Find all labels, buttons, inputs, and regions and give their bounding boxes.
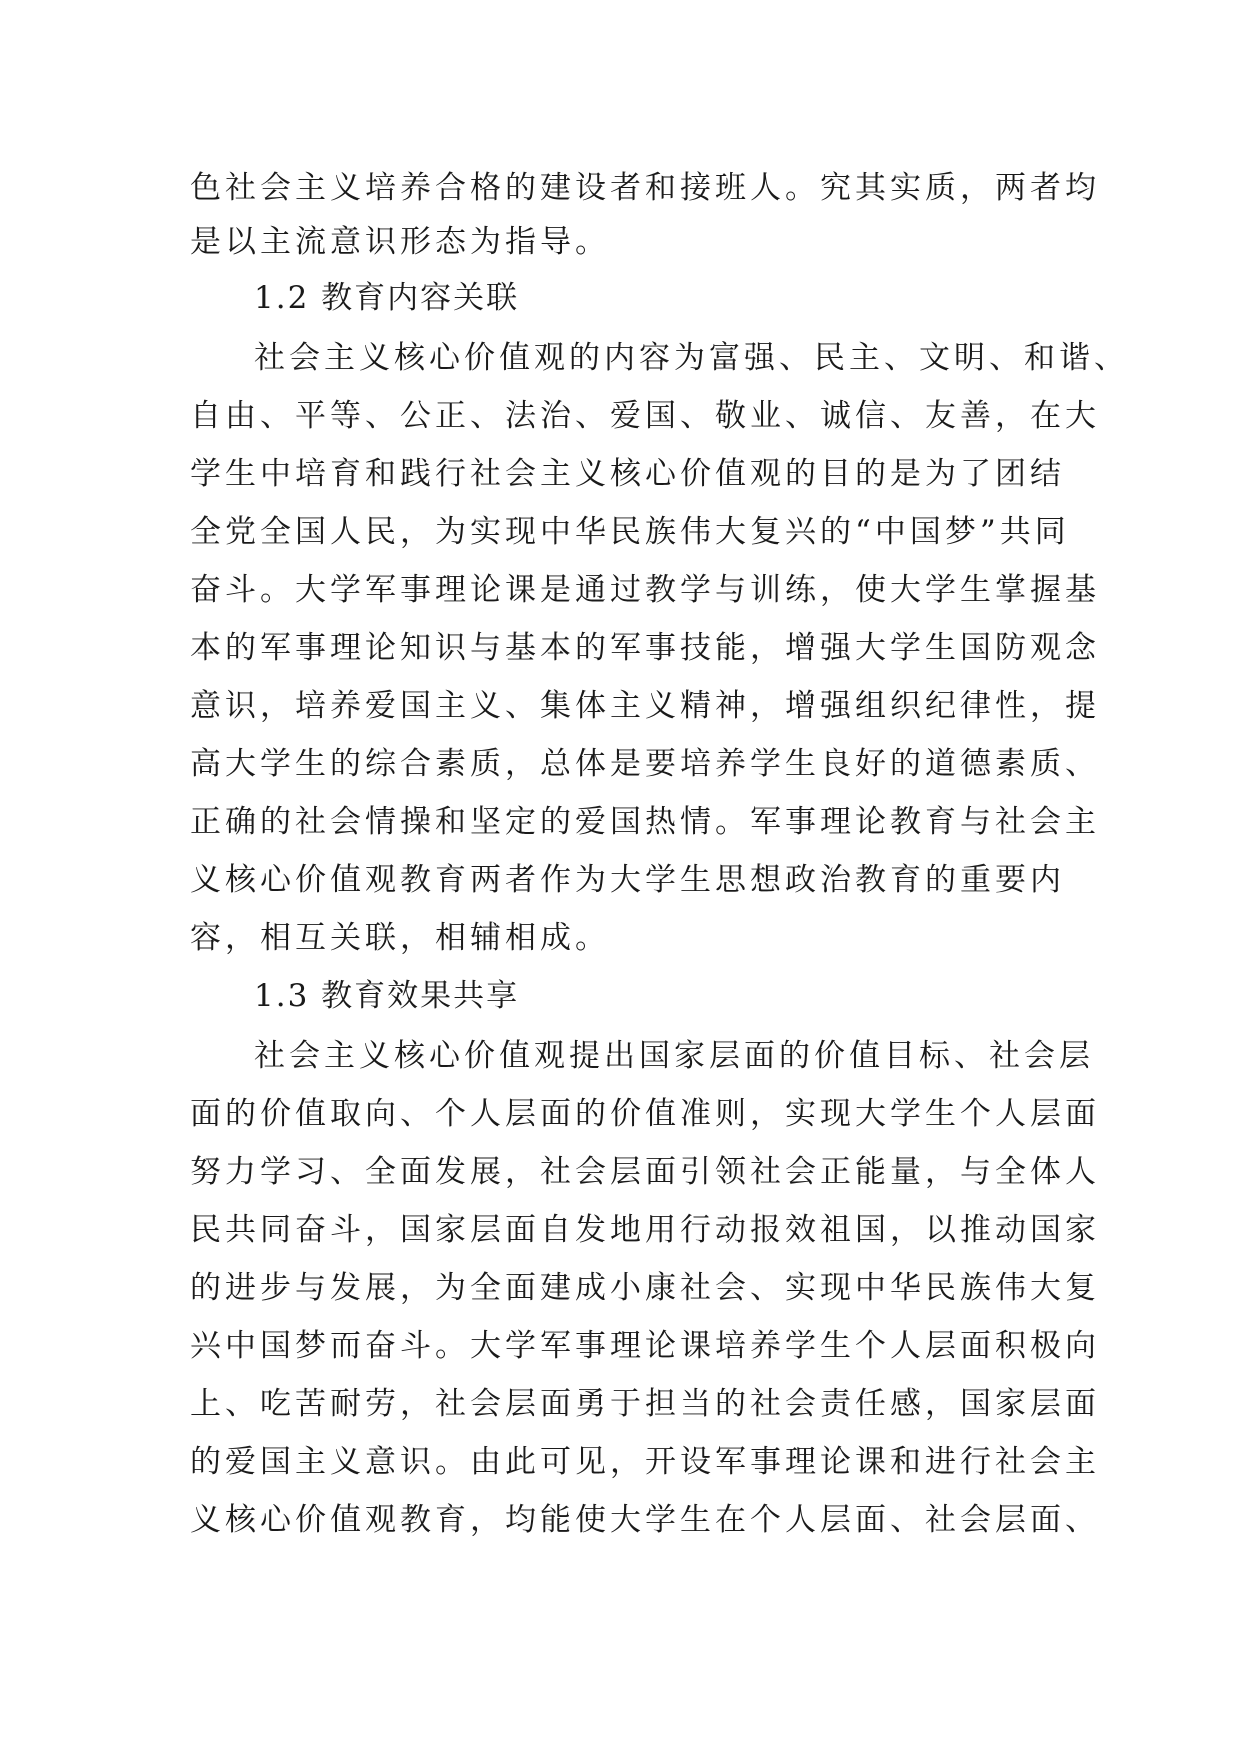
- text-line: 全党全国人民，为实现中华民族伟大复兴的“中国梦”共同: [190, 514, 1070, 550]
- text-line: 的进步与发展，为全面建成小康社会、实现中华民族伟大复: [190, 1270, 1100, 1306]
- text-line: 奋斗。大学军事理论课是通过教学与训练，使大学生掌握基: [190, 572, 1100, 608]
- section-heading: 1.2 教育内容关联: [254, 280, 520, 316]
- text-line: 社会主义核心价值观的内容为富强、民主、文明、和谐、: [254, 340, 1129, 376]
- text-line: 本的军事理论知识与基本的军事技能，增强大学生国防观念: [190, 630, 1100, 666]
- section-heading: 1.3 教育效果共享: [254, 978, 520, 1014]
- text-line: 容，相互关联，相辅相成。: [190, 920, 610, 956]
- text-line: 面的价值取向、个人层面的价值准则，实现大学生个人层面: [190, 1096, 1100, 1132]
- text-line: 义核心价值观教育，均能使大学生在个人层面、社会层面、: [190, 1502, 1100, 1538]
- text-line: 民共同奋斗，国家层面自发地用行动报效祖国，以推动国家: [190, 1212, 1100, 1248]
- text-line: 正确的社会情操和坚定的爱国热情。军事理论教育与社会主: [190, 804, 1100, 840]
- text-line: 义核心价值观教育两者作为大学生思想政治教育的重要内: [190, 862, 1065, 898]
- text-line: 色社会主义培养合格的建设者和接班人。究其实质，两者均: [190, 170, 1100, 206]
- text-line: 自由、平等、公正、法治、爱国、敬业、诚信、友善，在大: [190, 398, 1100, 434]
- text-line: 的爱国主义意识。由此可见，开设军事理论课和进行社会主: [190, 1444, 1100, 1480]
- text-line: 高大学生的综合素质，总体是要培养学生良好的道德素质、: [190, 746, 1100, 782]
- text-line: 社会主义核心价值观提出国家层面的价值目标、社会层: [254, 1038, 1094, 1074]
- text-line: 兴中国梦而奋斗。大学军事理论课培养学生个人层面积极向: [190, 1328, 1100, 1364]
- text-line: 上、吃苦耐劳，社会层面勇于担当的社会责任感，国家层面: [190, 1386, 1100, 1422]
- text-line: 是以主流意识形态为指导。: [190, 224, 610, 260]
- text-line: 意识，培养爱国主义、集体主义精神，增强组织纪律性，提: [190, 688, 1100, 724]
- text-line: 学生中培育和践行社会主义核心价值观的目的是为了团结: [190, 456, 1065, 492]
- text-line: 努力学习、全面发展，社会层面引领社会正能量，与全体人: [190, 1154, 1100, 1190]
